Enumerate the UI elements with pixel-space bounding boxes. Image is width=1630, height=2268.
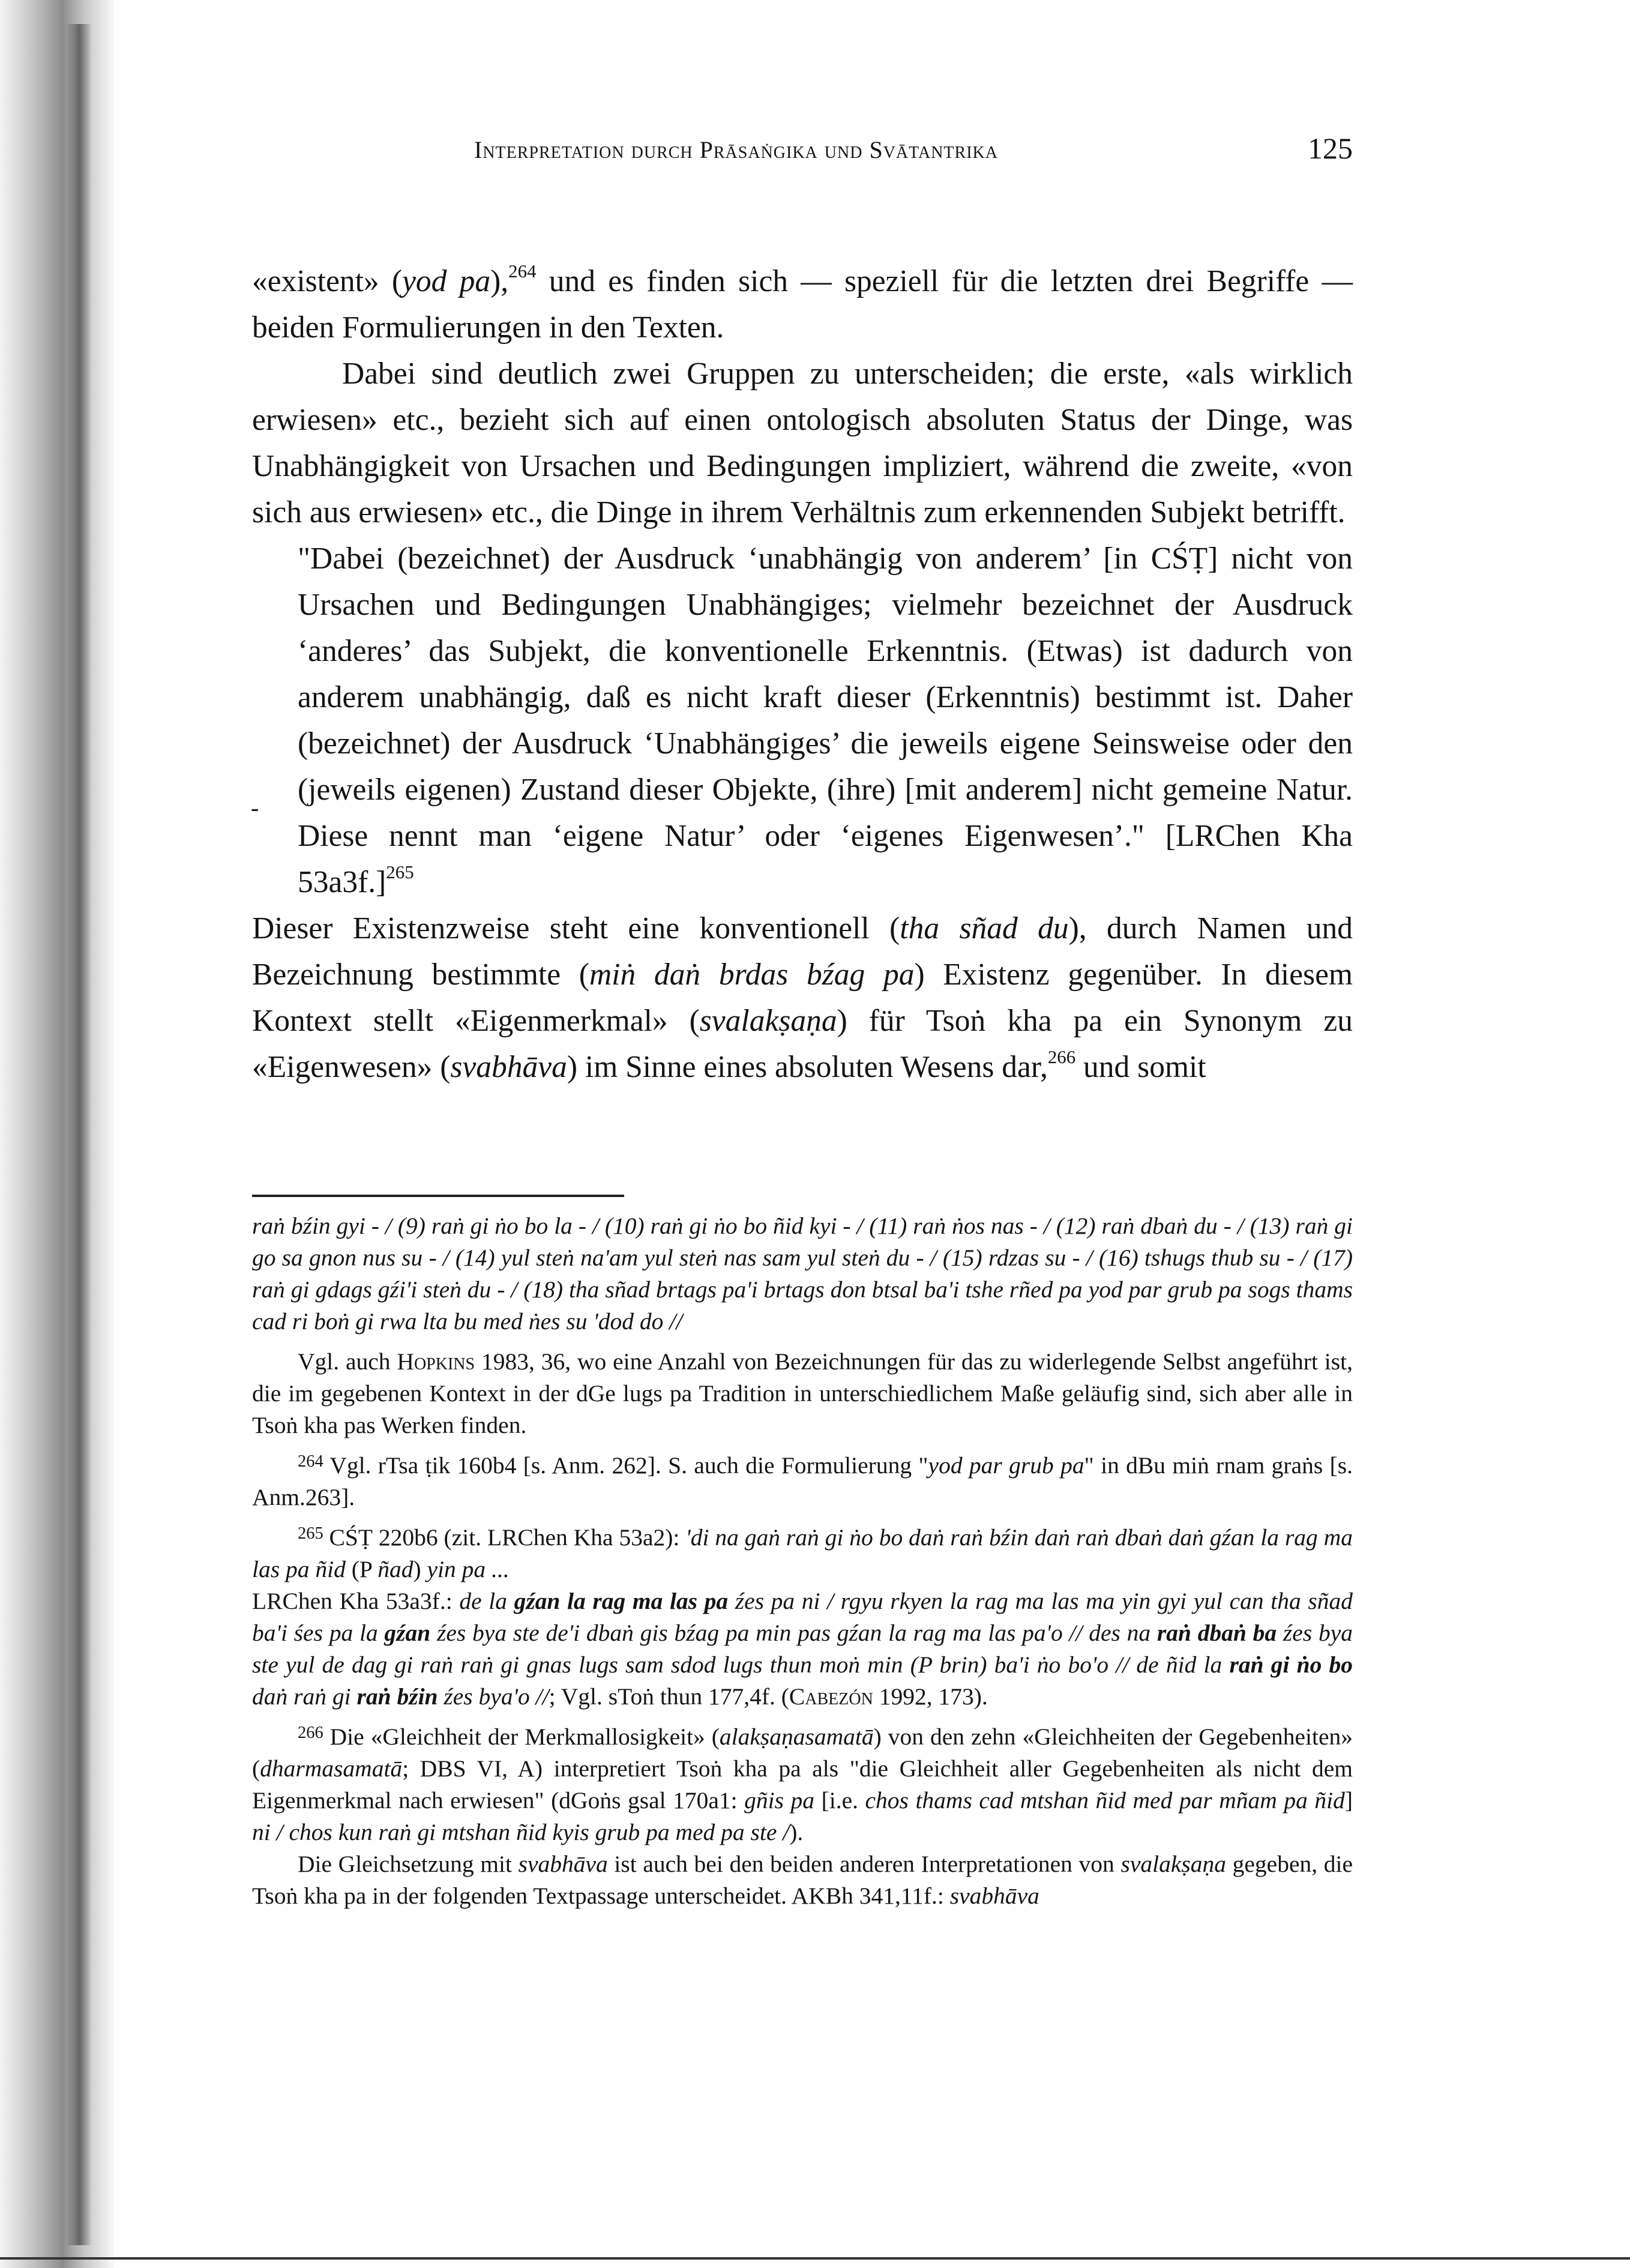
footnote-265: $^{265}$ CŚṬ 220b6 (zit. LRChen Kha 53a2): 'di na gaṅ raṅ gi ṅo bo daṅ raṅ bźin daṅ raṅ dbaṅ daṅ gźan la rag ma las pa ñid (P ñad) yin pa ... — [252, 1524, 1353, 1582]
footnote-265-continuation: LRChen Kha 53a3f.: de la gźan la rag ma las pa źes pa ni / rgyu rkyen la rag ma las ma yin gyi yul can tha sñad ba'i śes pa la gźan źes bya ste de'i dbaṅ gis bźag pa min pas gźan la rag ma las pa'o // des na raṅ dbaṅ ba źes bya ste yul de dag gi raṅ raṅ gi gnas lugs sam sdod lugs thun moṅ min (P brin) ba'i ṅo bo'o // de ñid la raṅ gi ṅo bo daṅ raṅ gi raṅ bźin źes bya'o //; Vgl. sToṅ thun 177,4f. (Cabezón 1992, 173). — [252, 1588, 1353, 1710]
footnote-separator — [252, 1195, 624, 1197]
footnote-continuation-tibetan: raṅ bźin gyi - / (9) raṅ gi ṅo bo la - / (10) raṅ gi ṅo bo ñid kyi - / (11) raṅ ṅos nas - / (12) raṅ dbaṅ du - / (13) raṅ gi go sa gnon nus su - / (14) yul steṅ na'am yul steṅ nas sam yul steṅ du - / (15) rdzas su - / (16) tshugs thub su - / (17) raṅ gi gdags gźi'i steṅ du - / (18) tha sñad brtags pa'i brtags don btsal ba'i tshe rñed pa yod par grub pa sogs thams cad ri boṅ gi rwa lta bu med ṅes su 'dod do // — [252, 1213, 1353, 1335]
footnote-ref-266[interactable]: 266 — [1047, 1046, 1076, 1067]
footnote-264: $^{264}$ Vgl. rTsa ṭik 160b4 [s. Anm. 262]. S. auch die Formulierung "yod par grub pa" in dBu miṅ rnam graṅs [s. Anm.263]. — [252, 1452, 1353, 1510]
footnote-266: $^{266}$ Die «Gleichheit der Merkmallosigkeit» (alakṣaṇasamatā) von den zehn «Gleichheiten der Gegebenheiten» (dharmasamatā; DBS VI, A) interpretiert Tsoṅ kha pa als "die Gleichheit aller Gegebenheiten als nicht dem Eigenmerkmal nach erwiesen" (dGoṅs gsal 170a1: gñis pa [i.e. chos thams cad mtshan ñid med par mñam pa ñid] ni / chos kun raṅ gi mtshan ñid kyis grub pa med pa ste /). — [252, 1724, 1353, 1845]
footnotes — [252, 1210, 1353, 1912]
running-head: Interpretation durch Prāsaṅgika und Svātantrika — [474, 136, 998, 163]
footnote-continuation-vgl: Vgl. auch Hopkins 1983, 36, wo eine Anzahl von Bezeichnungen für das zu widerlegende Selbst angeführt ist, die im gegebenen Kontext in der dGe lugs pa Tradition in unterschiedlichem Maße geläufig sind, sich aber alle in Tsoṅ kha pas Werken finden. — [252, 1348, 1353, 1438]
book-gutter — [67, 24, 91, 2245]
main-text — [252, 258, 1353, 1090]
footnote-ref-265[interactable]: 265 — [386, 861, 414, 882]
paragraph-1: «existent» (yod pa),$^{264}$ und es finden sich — speziell für die letzten drei Begriffe — beiden Formulierungen in den Texten. — [252, 260, 1353, 345]
paragraph-3: Dieser Existenzweise steht eine konventionell (tha sñad du), durch Namen und Bezeichnung bestimmte (miṅ daṅ brdas bźag pa) Existenz gegenüber. In diesem Kontext stellt «Eigenmerkmal» (svalakṣaṇa) für Tsoṅ kha pa ein Synonym zu «Eigenwesen» (svabhāva) im Sinne eines absoluten Wesens dar,$^{266}$ und somit — [252, 911, 1353, 1084]
block-quote: "Dabei (bezeichnet) der Ausdruck ‘unabhängig von anderem’ [in CŚṬ] nicht von Ursachen und Bedingungen Unabhängiges; vielmehr bezeichnet der Ausdruck ‘anderes’ das Subjekt, die konventionelle Erkenntnis. (Etwas) ist dadurch von anderem unabhängig, daß es nicht kraft dieser (Erkenntnis) bestimmt ist. Daher (bezeichnet) der Ausdruck ‘Unabhängiges’ die jeweils eigene Seinsweise oder den (jeweils eigenen) Zustand dieser Objekte, (ihre) [mit anderem] nicht gemeine Natur. Diese nennt man ‘eigene Natur’ oder ‘eigenes Eigenwesen’." [LRChen Kha 53a3f.]$^{265}$ — [298, 541, 1353, 899]
footnote-number: 264 — [298, 1452, 323, 1471]
page-header — [474, 131, 1353, 173]
footnote-ref-264[interactable]: 264 — [508, 260, 537, 282]
footnote-number: 266 — [298, 1724, 323, 1743]
scan-edge — [0, 2257, 1630, 2260]
footnote-number: 265 — [298, 1524, 323, 1543]
margin-mark: - — [251, 794, 259, 821]
page-number: 125 — [1308, 131, 1353, 165]
paragraph-2: Dabei sind deutlich zwei Gruppen zu unterscheiden; die erste, «als wirklich erwiesen» etc., bezieht sich auf einen ontologisch absoluten Status der Dinge, was Unabhängigkeit von Ursachen und Bedingungen impliziert, während die zweite, «von sich aus erwiesen» etc., die Dinge in ihrem Verhältnis zum erkennenden Subjekt betrifft. — [252, 357, 1353, 529]
book-binding-shadow — [0, 0, 114, 2268]
footnote-266-paragraph-2: Die Gleichsetzung mit svabhāva ist auch bei den beiden anderen Interpretationen von svalakṣaṇa gegeben, die Tsoṅ kha pa in der folgenden Textpassage unterscheidet. AKBh 341,11f.: svabhāva — [252, 1851, 1353, 1909]
